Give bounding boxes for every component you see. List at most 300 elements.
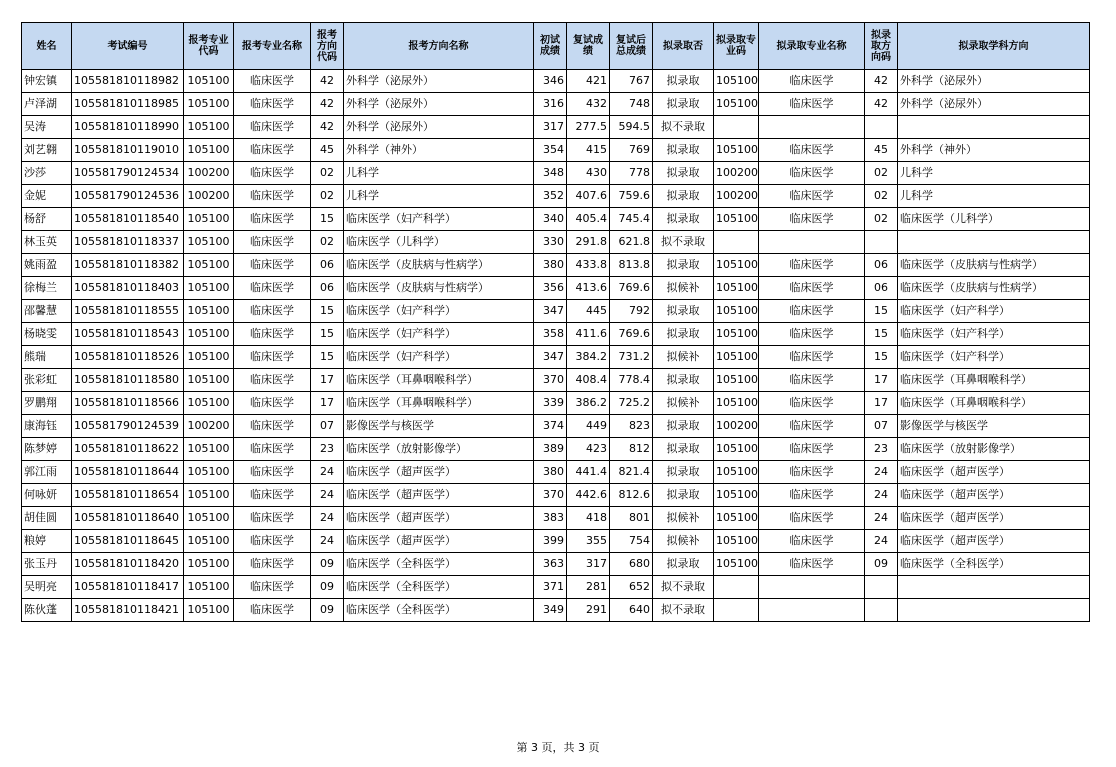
cell-name: 陈伙蓬 bbox=[22, 599, 72, 622]
cell-exam-id: 105581810118421 bbox=[72, 599, 184, 622]
cell-retest-score: 442.6 bbox=[567, 484, 610, 507]
cell-admit-status: 拟录取 bbox=[653, 185, 714, 208]
table-row bbox=[22, 599, 1090, 622]
cell-name: 张玉丹 bbox=[22, 553, 72, 576]
cell-total-score: 813.8 bbox=[610, 254, 653, 277]
cell-retest-score: 384.2 bbox=[567, 346, 610, 369]
table-row bbox=[22, 461, 1090, 484]
cell-initial-score: 352 bbox=[534, 185, 567, 208]
cell-retest-score: 277.5 bbox=[567, 116, 610, 139]
cell-name: 粮婷 bbox=[22, 530, 72, 553]
cell-admit-direction-code bbox=[865, 576, 898, 599]
table-row bbox=[22, 277, 1090, 300]
cell-major-code: 105100 bbox=[184, 461, 234, 484]
cell-admit-major-name bbox=[759, 231, 865, 254]
cell-admit-status: 拟录取 bbox=[653, 70, 714, 93]
header-major-name: 报考专业名称 bbox=[234, 23, 311, 70]
cell-admit-major-code: 105100 bbox=[714, 530, 759, 553]
header-initial-score: 初试成绩 bbox=[534, 23, 567, 70]
cell-exam-id: 105581810118543 bbox=[72, 323, 184, 346]
table-row bbox=[22, 185, 1090, 208]
cell-direction-name: 临床医学（妇产科学） bbox=[344, 208, 534, 231]
cell-initial-score: 399 bbox=[534, 530, 567, 553]
cell-exam-id: 105581810118654 bbox=[72, 484, 184, 507]
cell-retest-score: 355 bbox=[567, 530, 610, 553]
cell-direction-name: 临床医学（耳鼻咽喉科学） bbox=[344, 392, 534, 415]
cell-admit-direction-code: 23 bbox=[865, 438, 898, 461]
cell-admit-direction: 临床医学（耳鼻咽喉科学） bbox=[898, 392, 1090, 415]
cell-admit-direction: 临床医学（超声医学） bbox=[898, 461, 1090, 484]
table-row bbox=[22, 415, 1090, 438]
cell-major-code: 105100 bbox=[184, 369, 234, 392]
cell-admit-direction: 临床医学（耳鼻咽喉科学） bbox=[898, 369, 1090, 392]
cell-retest-score: 408.4 bbox=[567, 369, 610, 392]
cell-initial-score: 348 bbox=[534, 162, 567, 185]
cell-initial-score: 346 bbox=[534, 70, 567, 93]
cell-exam-id: 105581810118985 bbox=[72, 93, 184, 116]
cell-exam-id: 105581810119010 bbox=[72, 139, 184, 162]
cell-admit-direction-code: 42 bbox=[865, 70, 898, 93]
cell-admit-major-code: 105100 bbox=[714, 553, 759, 576]
cell-admit-direction: 临床医学（妇产科学） bbox=[898, 300, 1090, 323]
table-row bbox=[22, 553, 1090, 576]
cell-admit-direction bbox=[898, 231, 1090, 254]
cell-admit-status: 拟录取 bbox=[653, 139, 714, 162]
table-row bbox=[22, 93, 1090, 116]
cell-direction-code: 09 bbox=[311, 553, 344, 576]
cell-total-score: 812.6 bbox=[610, 484, 653, 507]
cell-initial-score: 316 bbox=[534, 93, 567, 116]
table-row bbox=[22, 231, 1090, 254]
cell-admit-direction: 临床医学（儿科学） bbox=[898, 208, 1090, 231]
cell-direction-code: 15 bbox=[311, 208, 344, 231]
cell-admit-direction-code: 24 bbox=[865, 461, 898, 484]
cell-admit-major-name: 临床医学 bbox=[759, 323, 865, 346]
cell-retest-score: 407.6 bbox=[567, 185, 610, 208]
cell-retest-score: 415 bbox=[567, 139, 610, 162]
cell-admit-status: 拟录取 bbox=[653, 93, 714, 116]
header-admit-direction: 拟录取学科方向 bbox=[898, 23, 1090, 70]
cell-retest-score: 405.4 bbox=[567, 208, 610, 231]
cell-exam-id: 105581810118645 bbox=[72, 530, 184, 553]
cell-admit-major-name: 临床医学 bbox=[759, 185, 865, 208]
cell-initial-score: 383 bbox=[534, 507, 567, 530]
cell-direction-code: 07 bbox=[311, 415, 344, 438]
cell-name: 郭江雨 bbox=[22, 461, 72, 484]
header-direction-code: 报考方向代码 bbox=[311, 23, 344, 70]
cell-admit-direction: 临床医学（全科医学） bbox=[898, 553, 1090, 576]
header-major-code: 报考专业代码 bbox=[184, 23, 234, 70]
cell-admit-direction-code: 45 bbox=[865, 139, 898, 162]
cell-admit-direction-code: 42 bbox=[865, 93, 898, 116]
cell-admit-status: 拟候补 bbox=[653, 277, 714, 300]
cell-direction-code: 17 bbox=[311, 392, 344, 415]
cell-name: 钟宏镇 bbox=[22, 70, 72, 93]
cell-major-name: 临床医学 bbox=[234, 507, 311, 530]
cell-direction-name: 临床医学（超声医学） bbox=[344, 484, 534, 507]
cell-admit-major-name: 临床医学 bbox=[759, 162, 865, 185]
cell-admit-major-code: 105100 bbox=[714, 323, 759, 346]
cell-major-code: 105100 bbox=[184, 576, 234, 599]
cell-total-score: 745.4 bbox=[610, 208, 653, 231]
cell-major-code: 105100 bbox=[184, 323, 234, 346]
cell-admit-direction: 临床医学（超声医学） bbox=[898, 530, 1090, 553]
cell-admit-status: 拟候补 bbox=[653, 346, 714, 369]
cell-exam-id: 105581810118622 bbox=[72, 438, 184, 461]
table-header-row bbox=[22, 23, 1090, 70]
header-direction-name: 报考方向名称 bbox=[344, 23, 534, 70]
cell-initial-score: 363 bbox=[534, 553, 567, 576]
cell-initial-score: 339 bbox=[534, 392, 567, 415]
cell-exam-id: 105581810118640 bbox=[72, 507, 184, 530]
cell-direction-name: 临床医学（妇产科学） bbox=[344, 346, 534, 369]
cell-admit-status: 拟录取 bbox=[653, 461, 714, 484]
cell-direction-code: 24 bbox=[311, 507, 344, 530]
cell-admit-status: 拟不录取 bbox=[653, 231, 714, 254]
cell-admit-major-code: 105100 bbox=[714, 254, 759, 277]
cell-admit-status: 拟录取 bbox=[653, 162, 714, 185]
cell-initial-score: 374 bbox=[534, 415, 567, 438]
cell-exam-id: 105581810118420 bbox=[72, 553, 184, 576]
cell-total-score: 769.6 bbox=[610, 277, 653, 300]
cell-admit-major-name: 临床医学 bbox=[759, 300, 865, 323]
cell-major-name: 临床医学 bbox=[234, 231, 311, 254]
cell-admit-status: 拟候补 bbox=[653, 530, 714, 553]
cell-admit-status: 拟录取 bbox=[653, 254, 714, 277]
cell-exam-id: 105581810118540 bbox=[72, 208, 184, 231]
table-row bbox=[22, 369, 1090, 392]
cell-admit-status: 拟不录取 bbox=[653, 116, 714, 139]
cell-admit-direction: 影像医学与核医学 bbox=[898, 415, 1090, 438]
cell-admit-status: 拟候补 bbox=[653, 507, 714, 530]
cell-admit-major-name: 临床医学 bbox=[759, 484, 865, 507]
cell-admit-major-name: 临床医学 bbox=[759, 369, 865, 392]
cell-admit-major-code: 105100 bbox=[714, 346, 759, 369]
cell-exam-id: 105581810118526 bbox=[72, 346, 184, 369]
cell-total-score: 748 bbox=[610, 93, 653, 116]
cell-admit-major-code: 105100 bbox=[714, 392, 759, 415]
cell-direction-code: 15 bbox=[311, 323, 344, 346]
cell-total-score: 801 bbox=[610, 507, 653, 530]
cell-admit-direction: 临床医学（超声医学） bbox=[898, 484, 1090, 507]
cell-admit-direction-code: 02 bbox=[865, 162, 898, 185]
cell-major-name: 临床医学 bbox=[234, 553, 311, 576]
table-row bbox=[22, 116, 1090, 139]
cell-admit-direction-code: 07 bbox=[865, 415, 898, 438]
cell-direction-name: 临床医学（皮肤病与性病学） bbox=[344, 254, 534, 277]
cell-major-name: 临床医学 bbox=[234, 70, 311, 93]
cell-admit-major-name: 临床医学 bbox=[759, 208, 865, 231]
cell-total-score: 778 bbox=[610, 162, 653, 185]
cell-direction-name: 临床医学（皮肤病与性病学） bbox=[344, 277, 534, 300]
cell-exam-id: 105581810118644 bbox=[72, 461, 184, 484]
cell-initial-score: 380 bbox=[534, 461, 567, 484]
header-total-score: 复试后总成绩 bbox=[610, 23, 653, 70]
cell-admit-major-name: 临床医学 bbox=[759, 254, 865, 277]
cell-total-score: 821.4 bbox=[610, 461, 653, 484]
cell-direction-code: 42 bbox=[311, 93, 344, 116]
cell-admit-direction: 临床医学（放射影像学） bbox=[898, 438, 1090, 461]
table-row bbox=[22, 530, 1090, 553]
cell-admit-status: 拟候补 bbox=[653, 392, 714, 415]
cell-direction-name: 临床医学（妇产科学） bbox=[344, 300, 534, 323]
cell-admit-direction-code bbox=[865, 231, 898, 254]
cell-admit-major-name: 临床医学 bbox=[759, 438, 865, 461]
cell-name: 邵馨慧 bbox=[22, 300, 72, 323]
cell-admit-direction-code: 17 bbox=[865, 369, 898, 392]
cell-major-name: 临床医学 bbox=[234, 323, 311, 346]
cell-name: 杨晓雯 bbox=[22, 323, 72, 346]
cell-admit-status: 拟录取 bbox=[653, 484, 714, 507]
cell-admit-major-code: 105100 bbox=[714, 461, 759, 484]
cell-exam-id: 105581810118555 bbox=[72, 300, 184, 323]
cell-major-name: 临床医学 bbox=[234, 254, 311, 277]
cell-admit-direction: 临床医学（妇产科学） bbox=[898, 323, 1090, 346]
cell-major-code: 105100 bbox=[184, 231, 234, 254]
cell-exam-id: 105581810118580 bbox=[72, 369, 184, 392]
cell-direction-code: 15 bbox=[311, 346, 344, 369]
header-admit-major-code: 拟录取专业码 bbox=[714, 23, 759, 70]
cell-admit-status: 拟录取 bbox=[653, 438, 714, 461]
cell-admit-major-name: 临床医学 bbox=[759, 139, 865, 162]
cell-major-name: 临床医学 bbox=[234, 139, 311, 162]
cell-major-name: 临床医学 bbox=[234, 300, 311, 323]
cell-exam-id: 105581790124534 bbox=[72, 162, 184, 185]
table-row bbox=[22, 162, 1090, 185]
cell-admit-status: 拟不录取 bbox=[653, 599, 714, 622]
cell-major-name: 临床医学 bbox=[234, 369, 311, 392]
cell-direction-name: 儿科学 bbox=[344, 162, 534, 185]
cell-admit-major-code: 105100 bbox=[714, 369, 759, 392]
cell-initial-score: 356 bbox=[534, 277, 567, 300]
cell-major-code: 100200 bbox=[184, 185, 234, 208]
cell-admit-major-code: 105100 bbox=[714, 93, 759, 116]
cell-major-code: 105100 bbox=[184, 484, 234, 507]
cell-direction-code: 42 bbox=[311, 70, 344, 93]
cell-retest-score: 445 bbox=[567, 300, 610, 323]
cell-retest-score: 430 bbox=[567, 162, 610, 185]
cell-major-code: 105100 bbox=[184, 599, 234, 622]
cell-name: 熊瑞 bbox=[22, 346, 72, 369]
cell-direction-name: 临床医学（全科医学） bbox=[344, 599, 534, 622]
cell-admit-direction-code: 06 bbox=[865, 254, 898, 277]
cell-admit-direction-code: 24 bbox=[865, 484, 898, 507]
cell-exam-id: 105581810118990 bbox=[72, 116, 184, 139]
cell-admit-direction: 临床医学（皮肤病与性病学） bbox=[898, 254, 1090, 277]
cell-name: 金妮 bbox=[22, 185, 72, 208]
cell-admit-status: 拟录取 bbox=[653, 553, 714, 576]
cell-admit-major-code: 105100 bbox=[714, 300, 759, 323]
cell-admit-major-code: 105100 bbox=[714, 438, 759, 461]
header-admit-status: 拟录取否 bbox=[653, 23, 714, 70]
cell-admit-status: 拟录取 bbox=[653, 300, 714, 323]
cell-admit-major-name: 临床医学 bbox=[759, 346, 865, 369]
cell-direction-code: 45 bbox=[311, 139, 344, 162]
cell-retest-score: 423 bbox=[567, 438, 610, 461]
cell-retest-score: 317 bbox=[567, 553, 610, 576]
cell-total-score: 812 bbox=[610, 438, 653, 461]
table-row bbox=[22, 392, 1090, 415]
cell-major-code: 105100 bbox=[184, 70, 234, 93]
cell-name: 吴涛 bbox=[22, 116, 72, 139]
cell-major-name: 临床医学 bbox=[234, 438, 311, 461]
cell-total-score: 769 bbox=[610, 139, 653, 162]
cell-exam-id: 105581810118382 bbox=[72, 254, 184, 277]
cell-retest-score: 433.8 bbox=[567, 254, 610, 277]
cell-major-code: 105100 bbox=[184, 139, 234, 162]
cell-direction-code: 02 bbox=[311, 185, 344, 208]
cell-name: 何咏妍 bbox=[22, 484, 72, 507]
cell-direction-name: 临床医学（放射影像学） bbox=[344, 438, 534, 461]
cell-major-name: 临床医学 bbox=[234, 599, 311, 622]
cell-name: 刘艺翱 bbox=[22, 139, 72, 162]
cell-admit-direction: 临床医学（妇产科学） bbox=[898, 346, 1090, 369]
cell-admit-direction bbox=[898, 116, 1090, 139]
cell-admit-direction-code: 06 bbox=[865, 277, 898, 300]
cell-initial-score: 317 bbox=[534, 116, 567, 139]
table-row bbox=[22, 346, 1090, 369]
cell-admit-status: 拟录取 bbox=[653, 369, 714, 392]
cell-major-code: 100200 bbox=[184, 415, 234, 438]
table-row bbox=[22, 139, 1090, 162]
cell-major-name: 临床医学 bbox=[234, 415, 311, 438]
cell-total-score: 725.2 bbox=[610, 392, 653, 415]
cell-admit-major-code: 105100 bbox=[714, 277, 759, 300]
cell-name: 张彩虹 bbox=[22, 369, 72, 392]
cell-direction-code: 42 bbox=[311, 116, 344, 139]
cell-total-score: 640 bbox=[610, 599, 653, 622]
cell-admit-status: 拟录取 bbox=[653, 323, 714, 346]
cell-initial-score: 349 bbox=[534, 599, 567, 622]
cell-admit-direction: 外科学（神外） bbox=[898, 139, 1090, 162]
cell-admit-major-code: 105100 bbox=[714, 208, 759, 231]
cell-exam-id: 105581810118403 bbox=[72, 277, 184, 300]
cell-exam-id: 105581810118566 bbox=[72, 392, 184, 415]
cell-admit-direction-code: 17 bbox=[865, 392, 898, 415]
cell-total-score: 767 bbox=[610, 70, 653, 93]
table-row bbox=[22, 576, 1090, 599]
cell-admit-direction-code: 15 bbox=[865, 300, 898, 323]
cell-admit-major-name: 临床医学 bbox=[759, 461, 865, 484]
cell-admit-major-name bbox=[759, 116, 865, 139]
cell-exam-id: 105581790124536 bbox=[72, 185, 184, 208]
cell-admit-direction: 临床医学（皮肤病与性病学） bbox=[898, 277, 1090, 300]
cell-direction-code: 17 bbox=[311, 369, 344, 392]
cell-exam-id: 105581790124539 bbox=[72, 415, 184, 438]
cell-major-name: 临床医学 bbox=[234, 461, 311, 484]
cell-admit-direction bbox=[898, 599, 1090, 622]
cell-admit-direction: 外科学（泌尿外） bbox=[898, 70, 1090, 93]
cell-retest-score: 432 bbox=[567, 93, 610, 116]
cell-total-score: 759.6 bbox=[610, 185, 653, 208]
cell-major-name: 临床医学 bbox=[234, 162, 311, 185]
cell-initial-score: 340 bbox=[534, 208, 567, 231]
cell-direction-code: 15 bbox=[311, 300, 344, 323]
header-exam-id: 考试编号 bbox=[72, 23, 184, 70]
table-row bbox=[22, 300, 1090, 323]
cell-admit-major-name: 临床医学 bbox=[759, 415, 865, 438]
cell-admit-major-code bbox=[714, 231, 759, 254]
cell-major-code: 105100 bbox=[184, 553, 234, 576]
cell-initial-score: 347 bbox=[534, 300, 567, 323]
cell-major-code: 105100 bbox=[184, 254, 234, 277]
cell-admit-direction bbox=[898, 576, 1090, 599]
cell-total-score: 769.6 bbox=[610, 323, 653, 346]
cell-direction-code: 24 bbox=[311, 461, 344, 484]
cell-admit-direction-code: 15 bbox=[865, 323, 898, 346]
cell-major-code: 100200 bbox=[184, 162, 234, 185]
cell-admit-major-code: 105100 bbox=[714, 484, 759, 507]
cell-initial-score: 347 bbox=[534, 346, 567, 369]
cell-total-score: 823 bbox=[610, 415, 653, 438]
table-row bbox=[22, 507, 1090, 530]
cell-name: 卢泽湖 bbox=[22, 93, 72, 116]
table-row bbox=[22, 208, 1090, 231]
cell-initial-score: 370 bbox=[534, 369, 567, 392]
cell-major-name: 临床医学 bbox=[234, 530, 311, 553]
cell-major-code: 105100 bbox=[184, 530, 234, 553]
cell-direction-code: 09 bbox=[311, 576, 344, 599]
cell-retest-score: 413.6 bbox=[567, 277, 610, 300]
cell-major-name: 临床医学 bbox=[234, 116, 311, 139]
cell-major-code: 105100 bbox=[184, 93, 234, 116]
cell-admit-direction: 儿科学 bbox=[898, 162, 1090, 185]
cell-admit-major-code bbox=[714, 599, 759, 622]
cell-major-name: 临床医学 bbox=[234, 208, 311, 231]
cell-initial-score: 330 bbox=[534, 231, 567, 254]
cell-direction-name: 影像医学与核医学 bbox=[344, 415, 534, 438]
cell-admit-direction-code: 09 bbox=[865, 553, 898, 576]
cell-direction-code: 09 bbox=[311, 599, 344, 622]
cell-retest-score: 421 bbox=[567, 70, 610, 93]
cell-major-code: 105100 bbox=[184, 507, 234, 530]
cell-admit-major-name bbox=[759, 576, 865, 599]
cell-admit-status: 拟录取 bbox=[653, 415, 714, 438]
cell-direction-name: 外科学（泌尿外） bbox=[344, 93, 534, 116]
cell-retest-score: 291.8 bbox=[567, 231, 610, 254]
cell-admit-direction-code: 02 bbox=[865, 208, 898, 231]
cell-exam-id: 105581810118417 bbox=[72, 576, 184, 599]
cell-exam-id: 105581810118982 bbox=[72, 70, 184, 93]
cell-direction-name: 临床医学（超声医学） bbox=[344, 530, 534, 553]
cell-retest-score: 449 bbox=[567, 415, 610, 438]
cell-admit-major-name: 临床医学 bbox=[759, 70, 865, 93]
cell-direction-name: 临床医学（超声医学） bbox=[344, 461, 534, 484]
cell-retest-score: 281 bbox=[567, 576, 610, 599]
cell-major-name: 临床医学 bbox=[234, 277, 311, 300]
table-row bbox=[22, 438, 1090, 461]
cell-major-code: 105100 bbox=[184, 392, 234, 415]
page-footer: 第 3 页，共 3 页 bbox=[516, 741, 600, 754]
cell-direction-code: 24 bbox=[311, 484, 344, 507]
header-retest-score: 复试成绩 bbox=[567, 23, 610, 70]
cell-total-score: 594.5 bbox=[610, 116, 653, 139]
table-row bbox=[22, 323, 1090, 346]
cell-direction-name: 临床医学（儿科学） bbox=[344, 231, 534, 254]
cell-direction-code: 06 bbox=[311, 254, 344, 277]
cell-admit-major-name: 临床医学 bbox=[759, 277, 865, 300]
cell-admit-direction: 儿科学 bbox=[898, 185, 1090, 208]
cell-major-code: 105100 bbox=[184, 116, 234, 139]
cell-retest-score: 386.2 bbox=[567, 392, 610, 415]
cell-admit-major-code: 100200 bbox=[714, 162, 759, 185]
cell-major-code: 105100 bbox=[184, 277, 234, 300]
cell-total-score: 792 bbox=[610, 300, 653, 323]
cell-admit-direction-code: 24 bbox=[865, 530, 898, 553]
cell-initial-score: 354 bbox=[534, 139, 567, 162]
cell-direction-name: 外科学（神外） bbox=[344, 139, 534, 162]
cell-initial-score: 371 bbox=[534, 576, 567, 599]
